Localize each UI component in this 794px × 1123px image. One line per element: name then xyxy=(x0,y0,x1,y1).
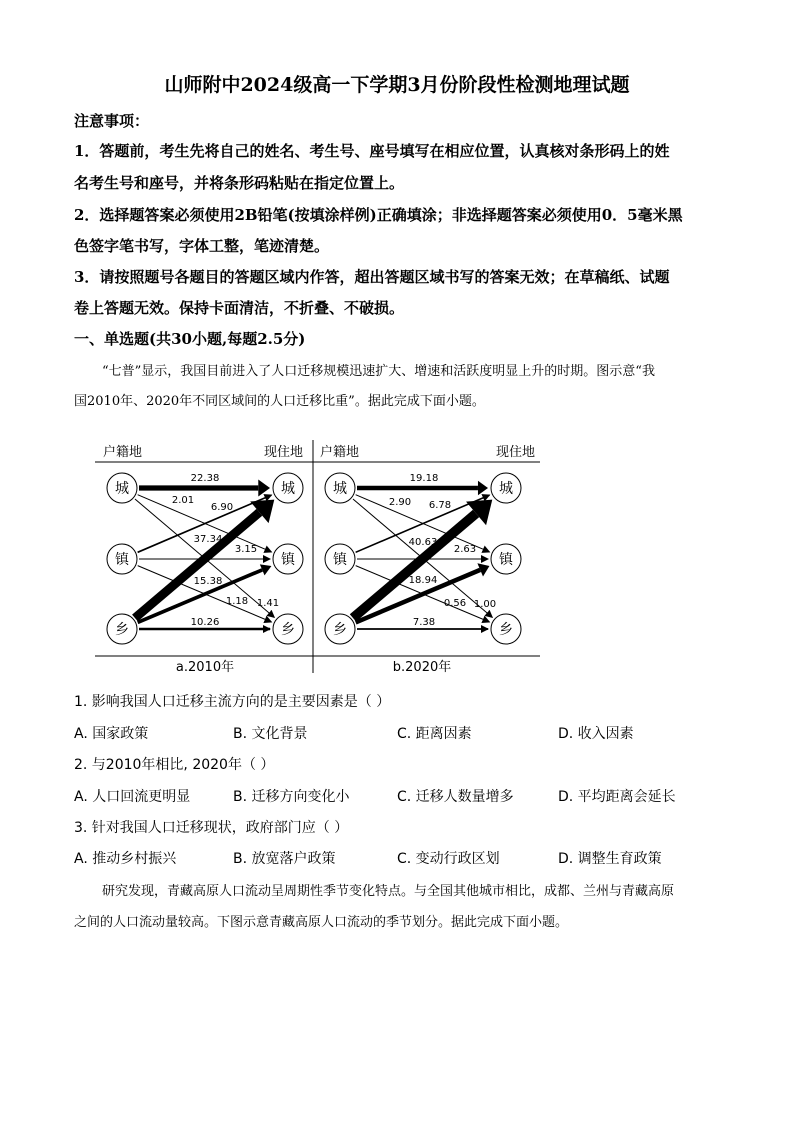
node-label: 城 xyxy=(281,481,295,497)
section-heading: 一、单选题(共30小题,每题2.5分) xyxy=(74,330,306,348)
passage-line: 之间的人口流动量较高。下图示意青藏高原人口流动的季节划分。据此完成下面小题。 xyxy=(74,915,569,930)
option-a: A. 推动乡村振兴 xyxy=(74,851,177,867)
node-label: 镇 xyxy=(499,552,513,568)
node-label: 城 xyxy=(115,481,129,497)
flow-value-label: 2.63 xyxy=(453,544,477,555)
option-a: A. 人口回流更明显 xyxy=(74,789,191,805)
question-stem: 1. 影响我国人口迁移主流方向的是主要因素是（ ） xyxy=(74,694,391,710)
notice-line: 色签字笔书写，字体工整，笔迹清楚。 xyxy=(74,237,330,255)
option-c: C. 变动行政区划 xyxy=(397,851,500,867)
question-stem: 3. 针对我国人口迁移现状，政府部门应（ ） xyxy=(74,820,349,836)
node-label: 城 xyxy=(333,481,347,497)
flow-arrowhead xyxy=(478,481,488,496)
option-b: B. 文化背景 xyxy=(233,726,308,742)
option-c: C. 距离因素 xyxy=(397,726,472,742)
node-label: 乡 xyxy=(281,622,295,638)
from-header: 户籍地 xyxy=(320,445,360,460)
node-label: 城 xyxy=(499,481,513,497)
flow-value-label: 1.18 xyxy=(225,596,249,607)
option-b: B. 迁移方向变化小 xyxy=(233,789,350,805)
flow-value-label: 37.34 xyxy=(193,534,223,545)
option-a: A. 国家政策 xyxy=(74,726,149,742)
option-d: D. 收入因素 xyxy=(558,726,634,742)
flow-value-label: 7.38 xyxy=(412,617,436,628)
node-label: 镇 xyxy=(281,552,295,568)
flow-value-label: 15.38 xyxy=(193,576,223,587)
notice-line: 2．选择题答案必须使用2B铅笔(按填涂样例)正确填涂；非选择题答案必须使用0．5毫米黑 xyxy=(74,206,683,224)
option-c: C. 迁移人数量增多 xyxy=(397,789,514,805)
panel-caption: a.2010年 xyxy=(175,660,235,675)
flow-value-label: 40.63 xyxy=(408,537,438,548)
node-label: 乡 xyxy=(115,622,129,638)
flow-value-label: 3.15 xyxy=(234,544,258,555)
flow-value-label: 10.26 xyxy=(190,617,220,628)
node-label: 乡 xyxy=(499,622,513,638)
notice-line: 1．答题前，考生先将自己的姓名、考生号、座号填写在相应位置，认真核对条形码上的姓 xyxy=(74,142,670,160)
flow-value-label: 22.38 xyxy=(190,473,220,484)
node-label: 镇 xyxy=(115,552,129,568)
notice-line: 3．请按照题号各题目的答题区域内作答，超出答题区域书写的答案无效；在草稿纸、试题 xyxy=(74,268,670,286)
to-header: 现住地 xyxy=(495,445,535,460)
flow-value-label: 19.18 xyxy=(409,473,439,484)
flow-value-label: 18.94 xyxy=(408,575,438,586)
flow-value-label: 0.56 xyxy=(443,598,467,609)
notice-heading: 注意事项： xyxy=(74,112,150,130)
flow-value-label: 6.78 xyxy=(428,500,452,511)
flow-value-label: 6.90 xyxy=(210,502,234,513)
question-stem: 2. 与2010年相比, 2020年（ ） xyxy=(74,757,275,773)
node-label: 乡 xyxy=(333,622,347,638)
from-header: 户籍地 xyxy=(103,445,143,460)
flow-value-label: 1.41 xyxy=(256,598,280,609)
flow-value-label: 2.01 xyxy=(171,495,195,506)
notice-line: 名考生号和座号，并将条形码粘贴在指定位置上。 xyxy=(74,174,405,192)
page-title: 山师附中2024级高一下学期3月份阶段性检测地理试题 xyxy=(164,74,630,96)
option-d: D. 调整生育政策 xyxy=(558,851,662,867)
option-b: B. 放宽落户政策 xyxy=(233,851,336,867)
to-header: 现住地 xyxy=(263,445,303,460)
option-d: D. 平均距离会延长 xyxy=(558,789,676,805)
passage-line: 国2010年、2020年不同区域间的人口迁移比重”。据此完成下面小题。 xyxy=(74,394,485,409)
panel-caption: b.2020年 xyxy=(392,660,452,675)
node-label: 镇 xyxy=(333,552,347,568)
passage-line: “七普”显示，我国目前进入了人口迁移规模迅速扩大、增速和活跃度明显上升的时期。图示意“我 xyxy=(102,364,655,379)
flow-value-label: 2.90 xyxy=(388,497,412,508)
flow-value-label: 1.00 xyxy=(473,599,497,610)
notice-line: 卷上答题无效。保持卡面清洁，不折叠、不破损。 xyxy=(74,299,405,317)
flow-arrowhead xyxy=(258,479,270,496)
passage-line: 研究发现，青藏高原人口流动呈周期性季节变化特点。与全国其他城市相比，成都、兰州与青藏高原 xyxy=(102,884,675,899)
